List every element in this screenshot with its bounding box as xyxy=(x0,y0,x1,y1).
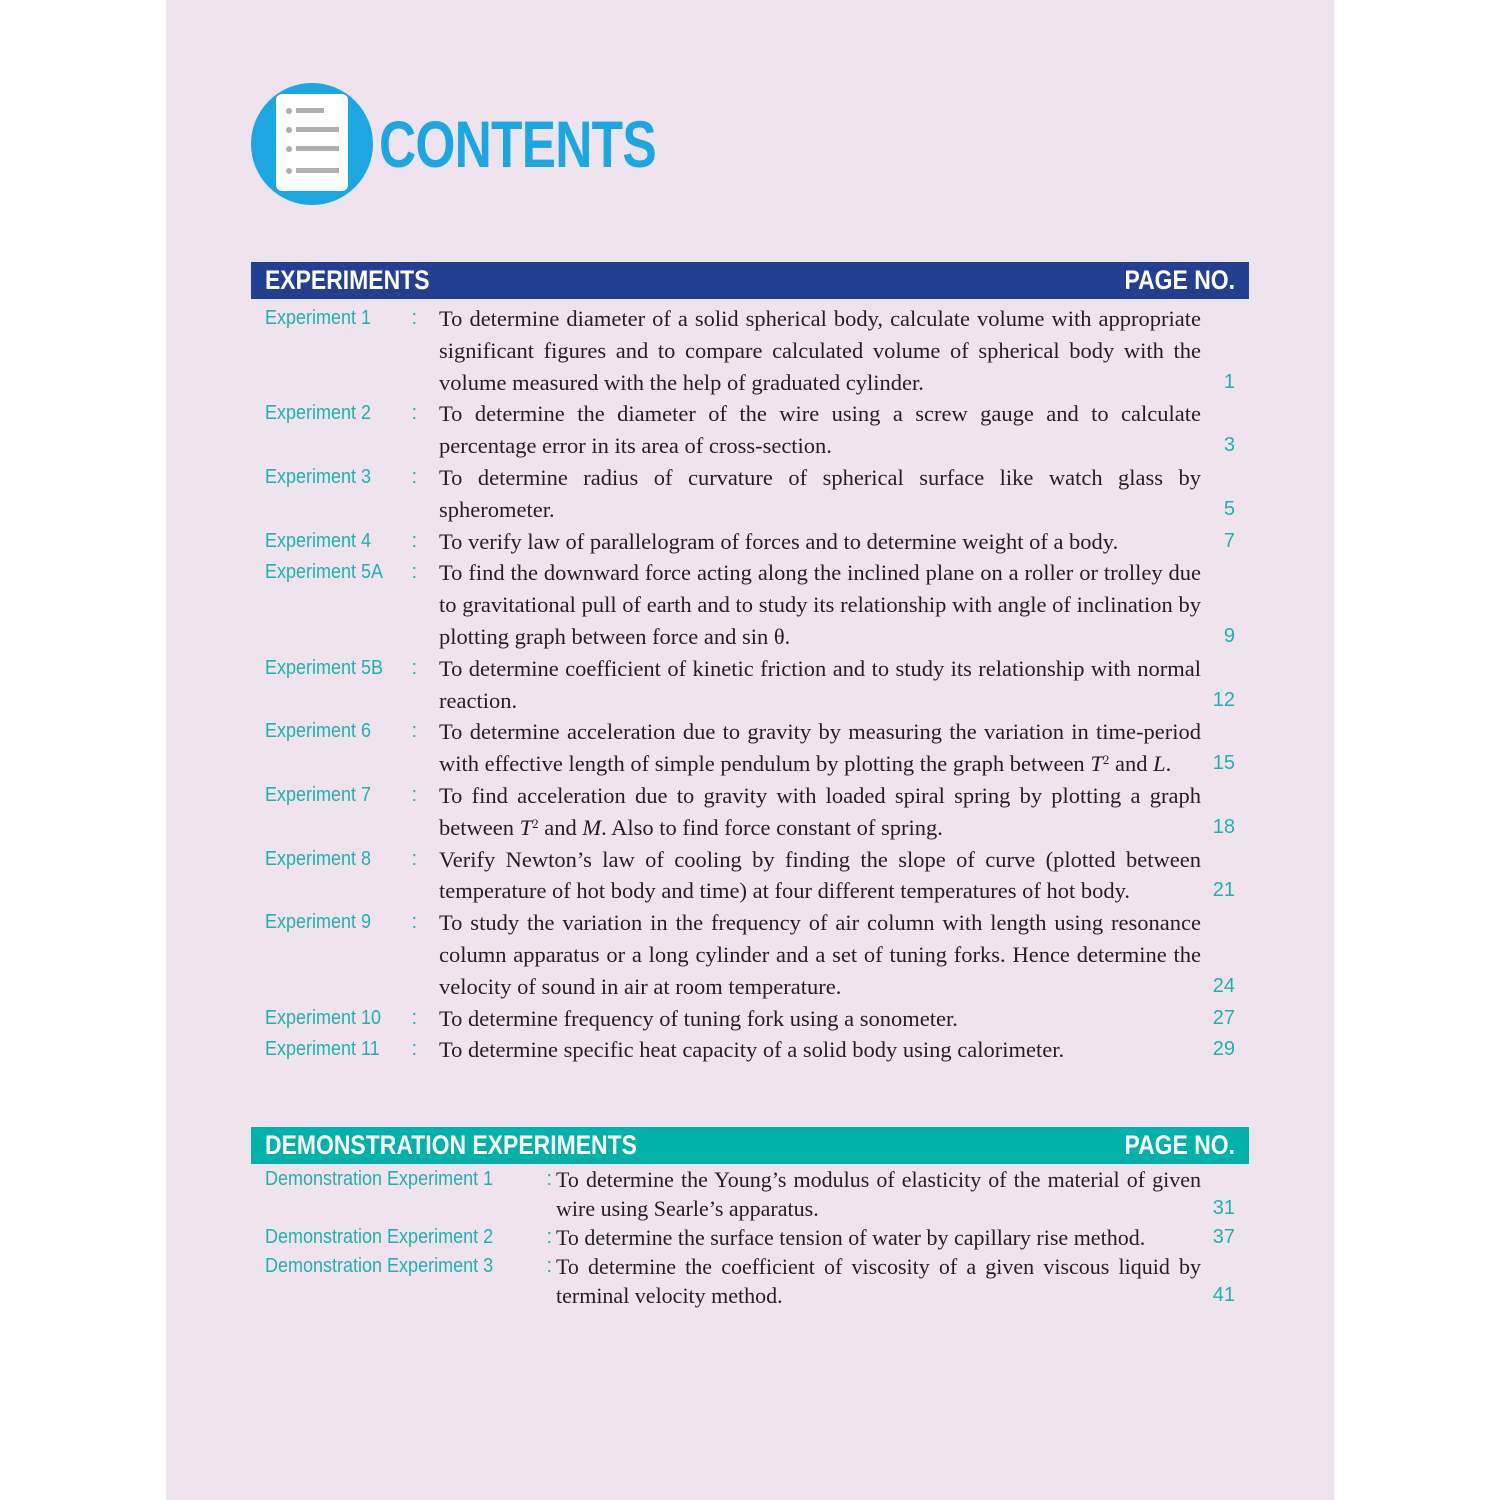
document-sheet xyxy=(276,94,348,191)
entry-label: Experiment 2 xyxy=(265,402,372,425)
entry-description: To determine diameter of a solid spherical body, calculate volume with appropriate significant figures and to compare calculated volume of spherical body with the volume measured with the help of graduated cylinder. xyxy=(439,306,1201,395)
entry-page-number[interactable]: 18 xyxy=(1212,815,1235,838)
toc-entry-demo-1[interactable] xyxy=(265,1165,1235,1223)
experiments-section xyxy=(251,262,1249,1066)
entry-label: Experiment 8 xyxy=(265,847,372,870)
entry-page-number[interactable]: 37 xyxy=(1212,1226,1235,1248)
page-title: CONTENTS xyxy=(379,107,656,181)
entry-description: To determine acceleration due to gravity by measuring the variation in time-period with effective length of simple pendulum by plotting the graph between $T^2$ and L. xyxy=(439,719,1201,777)
entry-description: To determine coefficient of kinetic friction and to study its relationship with normal reaction. xyxy=(439,655,1201,713)
entry-page-number[interactable]: 41 xyxy=(1212,1284,1235,1306)
toc-entry-experiment-10[interactable] xyxy=(265,1003,1235,1035)
entry-separator: : xyxy=(411,1006,417,1029)
entry-page-number[interactable]: 9 xyxy=(1223,624,1235,647)
entry-description: To determine the Young’s modulus of elasticity of the material of given wire using Searle’s apparatus. xyxy=(556,1167,1201,1221)
entry-page-number[interactable]: 5 xyxy=(1223,497,1235,520)
toc-entry-demo-2[interactable] xyxy=(265,1223,1235,1252)
demonstration-header-title: DEMONSTRATION EXPERIMENTS xyxy=(265,1130,637,1160)
demonstration-page-col-label: PAGE NO. xyxy=(1124,1130,1235,1160)
entry-description: To study the variation in the frequency of air column with length using resonance column apparatus or a long cylinder and a set of tuning forks. Hence determine the velocity of sound in air at room temperature. xyxy=(439,910,1201,999)
variable-t: T xyxy=(519,814,533,840)
experiments-header xyxy=(251,262,1249,299)
entry-label: Experiment 4 xyxy=(265,529,372,552)
entry-label: Experiment 7 xyxy=(265,783,372,806)
entry-separator: : xyxy=(546,1226,552,1248)
entry-separator: : xyxy=(411,783,417,806)
entry-description: To determine specific heat capacity of a solid body using calorimeter. xyxy=(439,1037,1065,1063)
entry-separator: : xyxy=(411,911,417,934)
entry-page-number[interactable]: 1 xyxy=(1223,370,1235,393)
entry-page-number[interactable]: 3 xyxy=(1223,434,1235,457)
entry-page-number[interactable]: 29 xyxy=(1212,1038,1235,1061)
experiments-header-title: EXPERIMENTS xyxy=(265,265,430,295)
contents-title-block xyxy=(251,83,734,205)
toc-entry-experiment-5a[interactable] xyxy=(265,557,1235,652)
toc-entry-experiment-5b[interactable] xyxy=(265,653,1235,717)
entry-separator: : xyxy=(411,656,417,679)
experiments-page-col-label: PAGE NO. xyxy=(1124,265,1235,295)
entry-page-number[interactable]: 21 xyxy=(1212,879,1235,902)
entry-label: Demonstration Experiment 3 xyxy=(265,1255,494,1277)
toc-entry-experiment-9[interactable] xyxy=(265,907,1235,1002)
toc-entry-experiment-7[interactable] xyxy=(265,780,1235,844)
demonstration-list xyxy=(251,1164,1249,1310)
experiments-list xyxy=(251,299,1249,1066)
entry-page-number[interactable]: 15 xyxy=(1212,752,1235,775)
entry-separator: : xyxy=(546,1255,552,1277)
entry-label: Experiment 9 xyxy=(265,911,372,934)
toc-entry-experiment-1[interactable] xyxy=(265,303,1235,398)
entry-label: Experiment 6 xyxy=(265,720,372,743)
variable-m: M xyxy=(582,814,602,840)
demonstration-section xyxy=(251,1127,1249,1310)
entry-description: To determine radius of curvature of spherical surface like watch glass by spherometer. xyxy=(439,464,1201,522)
entry-label: Experiment 10 xyxy=(265,1006,382,1029)
entry-description: To find the downward force acting along the inclined plane on a roller or trolley due to gravitational pull of earth and to study its relationship with angle of inclination by plotting graph between force and sin θ. xyxy=(439,560,1201,649)
entry-page-number[interactable]: 7 xyxy=(1223,529,1235,552)
entry-label: Experiment 3 xyxy=(265,465,372,488)
entry-description: To determine the diameter of the wire using a screw gauge and to calculate percentage error in its area of cross-section. xyxy=(439,401,1201,459)
toc-entry-experiment-11[interactable] xyxy=(265,1034,1235,1066)
superscript-2: 2 xyxy=(532,815,539,831)
contents-page xyxy=(166,0,1334,1500)
entry-description: To determine the surface tension of water by capillary rise method. xyxy=(556,1225,1146,1250)
entry-label: Demonstration Experiment 2 xyxy=(265,1226,494,1248)
toc-entry-experiment-6[interactable] xyxy=(265,716,1235,780)
entry-label: Experiment 5A xyxy=(265,561,384,584)
variable-l: L xyxy=(1153,751,1166,777)
entry-description: To find acceleration due to gravity with loaded spiral spring by plotting a graph between $T^2$ and M. Also to find force constant of spring. xyxy=(439,782,1201,840)
toc-entry-experiment-3[interactable] xyxy=(265,462,1235,526)
entry-separator: : xyxy=(411,1038,417,1061)
entry-separator: : xyxy=(411,561,417,584)
entry-label: Experiment 5B xyxy=(265,656,384,679)
entry-page-number[interactable]: 12 xyxy=(1212,688,1235,711)
toc-entry-experiment-4[interactable] xyxy=(265,526,1235,558)
toc-entry-experiment-2[interactable] xyxy=(265,398,1235,462)
entry-label: Experiment 1 xyxy=(265,307,372,329)
entry-page-number[interactable]: 24 xyxy=(1212,974,1235,997)
toc-entry-experiment-8[interactable] xyxy=(265,844,1235,908)
entry-separator: : xyxy=(411,847,417,870)
entry-separator: : xyxy=(411,529,417,552)
variable-t: T xyxy=(1090,751,1103,777)
entry-page-number[interactable]: 31 xyxy=(1212,1197,1235,1219)
document-list-icon xyxy=(251,83,373,205)
entry-separator: : xyxy=(546,1168,552,1190)
entry-description: Verify Newton’s law of cooling by finding the slope of curve (plotted between temperature of hot body and time) at four different temperatures of hot body. xyxy=(439,846,1201,904)
entry-separator: : xyxy=(411,465,417,488)
entry-label: Demonstration Experiment 1 xyxy=(265,1168,494,1190)
entry-page-number[interactable]: 27 xyxy=(1212,1006,1235,1029)
entry-description: To verify law of parallelogram of forces and to determine weight of a body. xyxy=(439,528,1119,554)
superscript-2: 2 xyxy=(1102,752,1110,768)
entry-description: To determine frequency of tuning fork using a sonometer. xyxy=(439,1005,958,1031)
entry-description: To determine the coefficient of viscosity of a given viscous liquid by terminal velocity method. xyxy=(556,1254,1201,1308)
demonstration-header xyxy=(251,1127,1249,1164)
entry-separator: : xyxy=(411,720,417,743)
toc-entry-demo-3[interactable] xyxy=(265,1252,1235,1310)
entry-label: Experiment 11 xyxy=(265,1038,380,1061)
entry-separator: : xyxy=(411,402,417,425)
entry-separator: : xyxy=(411,307,417,329)
